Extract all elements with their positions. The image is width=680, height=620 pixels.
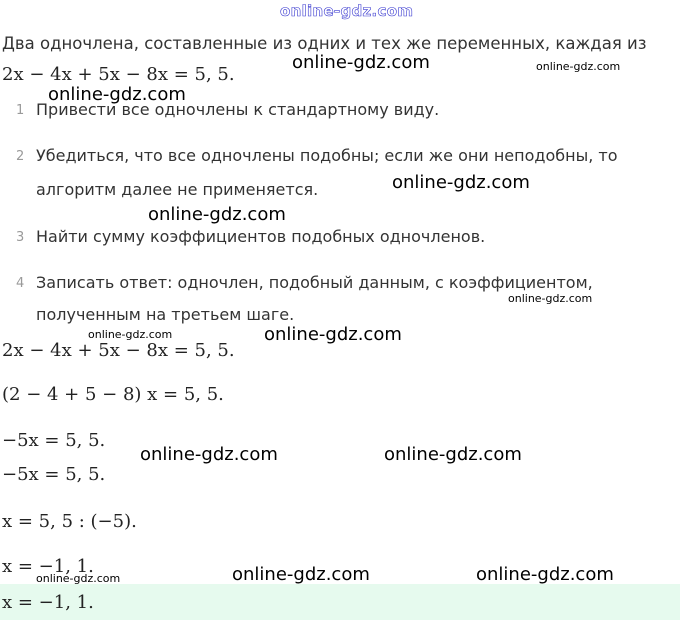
watermark: online-gdz.com bbox=[88, 328, 173, 341]
solution-line: −5x = 5, 5. bbox=[2, 464, 106, 485]
answer-highlight bbox=[0, 584, 680, 620]
step-text: Найти сумму коэффициентов подобных одночленов. bbox=[36, 227, 486, 246]
watermark: online-gdz.com bbox=[508, 292, 593, 305]
watermark: online-gdz.com bbox=[476, 564, 614, 585]
step-text: Записать ответ: одночлен, подобный данным, с коэффициентом, bbox=[36, 273, 593, 292]
solution-line: x = −1, 1. bbox=[2, 556, 94, 577]
solution-line: x = 5, 5 : (−5). bbox=[2, 511, 137, 532]
watermark: online-gdz.com bbox=[232, 564, 370, 585]
watermark: online-gdz.com bbox=[148, 204, 286, 225]
step-number: 3 bbox=[16, 230, 25, 245]
solution-line: (2 − 4 + 5 − 8) x = 5, 5. bbox=[2, 384, 224, 405]
watermark: online-gdz.com bbox=[36, 572, 121, 585]
watermark: online-gdz.com bbox=[392, 172, 530, 193]
step-text: Убедиться, что все одночлены подобны; если же они неподобны, то bbox=[36, 146, 618, 165]
watermark: online-gdz.com bbox=[48, 84, 186, 105]
step-text: алгоритм далее не применяется. bbox=[36, 180, 319, 199]
intro-text: Два одночлена, составленные из одних и тех же переменных, каждая из bbox=[2, 34, 647, 53]
watermark: online-gdz.com bbox=[384, 444, 522, 465]
step-text: Привести все одночлены к стандартному виду. bbox=[36, 100, 440, 119]
top-watermark: online-gdz.com bbox=[280, 2, 414, 20]
solution-line: 2x − 4x + 5x − 8x = 5, 5. bbox=[2, 340, 235, 361]
equation: 2x − 4x + 5x − 8x = 5, 5. bbox=[2, 64, 235, 85]
watermark: online-gdz.com bbox=[140, 444, 278, 465]
watermark: online-gdz.com bbox=[536, 60, 621, 73]
answer-line: x = −1, 1. bbox=[2, 592, 94, 613]
solution-line: −5x = 5, 5. bbox=[2, 430, 106, 451]
watermark: online-gdz.com bbox=[264, 324, 402, 345]
watermark: online-gdz.com bbox=[292, 52, 430, 73]
step-number: 1 bbox=[16, 103, 25, 118]
step-number: 4 bbox=[16, 276, 25, 291]
step-text: полученным на третьем шаге. bbox=[36, 305, 295, 324]
step-number: 2 bbox=[16, 149, 25, 164]
